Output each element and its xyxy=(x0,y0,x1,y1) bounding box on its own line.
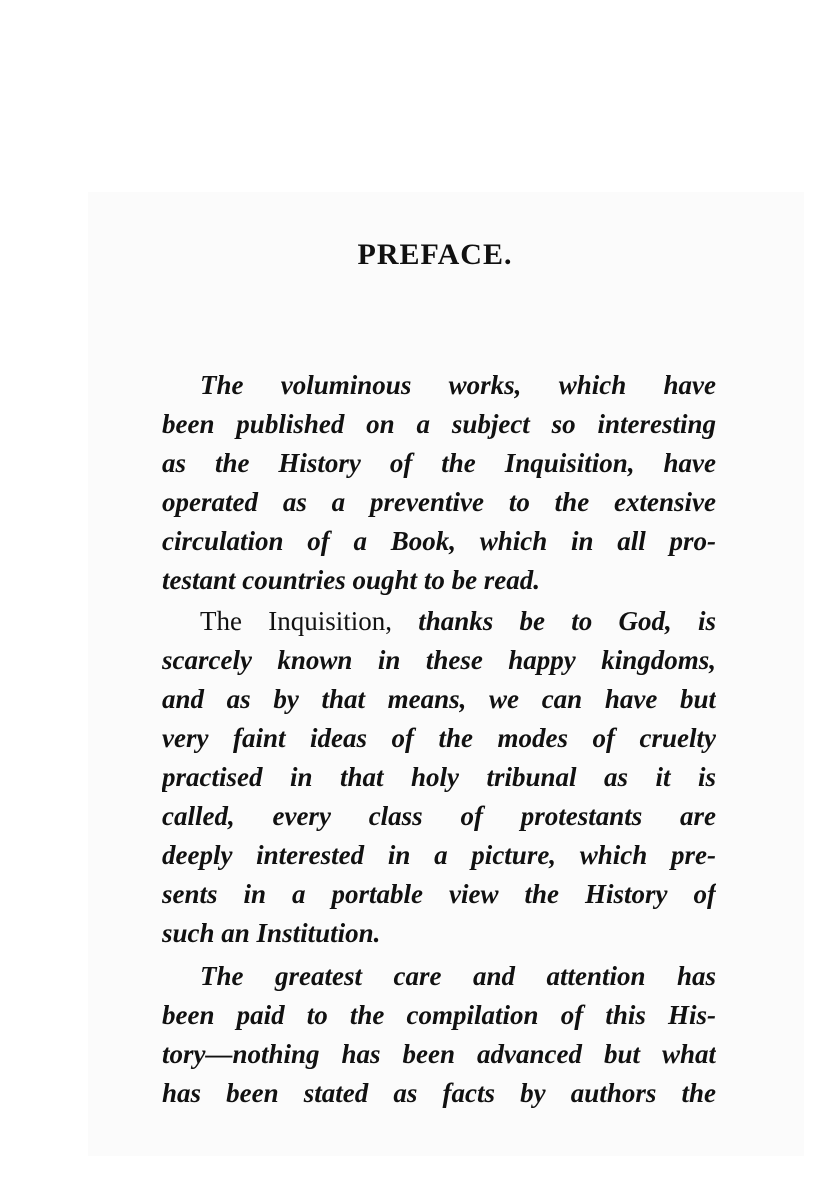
paragraph-3-line: tory—nothing has been advanced but what xyxy=(162,1039,716,1069)
paragraph-1-line: been published on a subject so interesting xyxy=(162,409,716,439)
paragraph-3-line: has been stated as facts by authors the xyxy=(162,1078,716,1108)
paragraph-3-line: The greatest care and attention has xyxy=(200,961,716,991)
paragraph-2-first-line xyxy=(162,602,716,641)
paragraph-2-line: such an Institution. xyxy=(162,918,381,948)
paragraph-3 xyxy=(162,957,716,1113)
paragraph-1 xyxy=(162,366,716,600)
paragraph-1-line: circulation of a Book, which in all pro- xyxy=(162,526,716,556)
paragraph-1-line: testant countries ought to be read. xyxy=(162,565,541,595)
paragraph-2-line: sents in a portable view the History of xyxy=(162,879,716,909)
paragraph-1-line: The voluminous works, which have xyxy=(200,370,716,400)
paragraph-2-line: and as by that means, we can have but xyxy=(162,684,716,714)
page-title: PREFACE. xyxy=(357,238,513,271)
paragraph-1-line: operated as a preventive to the extensive xyxy=(162,487,716,517)
paragraph-2-line: deeply interested in a picture, which pre- xyxy=(162,840,716,870)
paragraph-1-line: as the History of the Inquisition, have xyxy=(162,448,716,478)
paragraph-2-line: practised in that holy tribunal as it is xyxy=(162,762,716,792)
paragraph-2 xyxy=(162,602,716,953)
paragraph-3-line: been paid to the compilation of this His- xyxy=(162,1000,716,1030)
paragraph-2-roman-text: The Inquisition, xyxy=(200,606,392,636)
paragraph-2-line: called, every class of protestants are xyxy=(162,801,716,831)
paragraph-2-italic-text: thanks be to God, is xyxy=(418,606,716,636)
paragraph-2-line: very faint ideas of the modes of cruelty xyxy=(162,723,716,753)
paragraph-2-line: scarcely known in these happy kingdoms, xyxy=(162,645,716,675)
